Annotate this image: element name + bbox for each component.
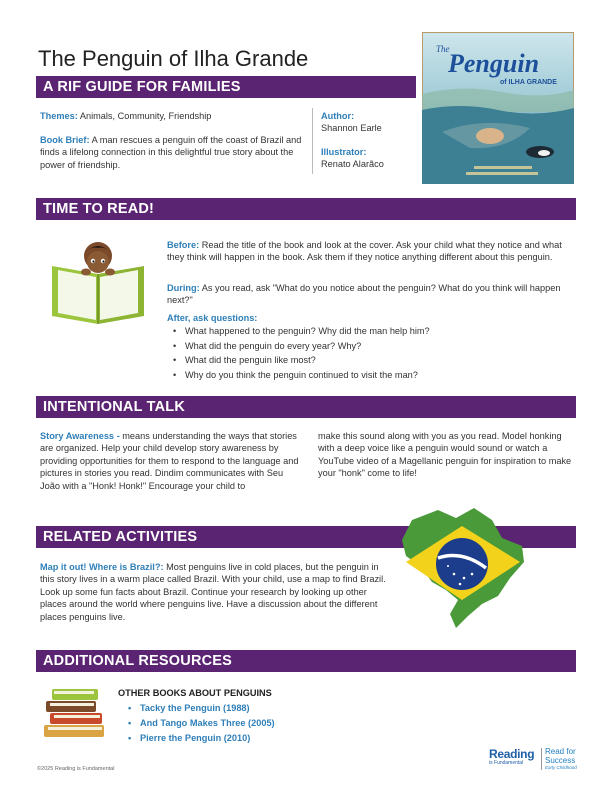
stacked-books-icon bbox=[42, 687, 110, 739]
themes-line bbox=[40, 110, 300, 122]
after-label: After, ask questions: bbox=[167, 313, 258, 323]
book-brief-label: Book Brief: bbox=[40, 135, 90, 145]
rif-logo-reading: Reading bbox=[489, 747, 535, 761]
book-brief bbox=[40, 134, 302, 171]
story-awareness-text: means understanding the ways that stories are organized. Help your child develop story awareness by providing opportunities for them to respond to the language and pictures in stories you read. Dindim communicates with Seu João with a "Honk! Honk!" Encourage your child to bbox=[40, 431, 299, 491]
rif-guide-heading: A RIF GUIDE FOR FAMILIES bbox=[43, 79, 241, 95]
other-books-list bbox=[128, 701, 275, 746]
other-books-heading: OTHER BOOKS ABOUT PENGUINS bbox=[118, 688, 272, 698]
child-reading-book-icon bbox=[46, 236, 152, 328]
rif-guide-band bbox=[36, 76, 416, 98]
illustrator-label: Illustrator: bbox=[321, 147, 367, 157]
rif-logo bbox=[489, 748, 534, 766]
story-awareness-label: Story Awareness - bbox=[40, 431, 120, 441]
intentional-talk-heading: INTENTIONAL TALK bbox=[43, 399, 186, 415]
during-label: During: bbox=[167, 283, 200, 293]
read-for-success-text: Read for Success bbox=[545, 747, 576, 765]
additional-resources-band bbox=[36, 650, 576, 672]
themes-label: Themes: bbox=[40, 111, 78, 121]
logo-separator bbox=[541, 748, 542, 770]
list-item: • Why do you think the penguin continued to visit the man? bbox=[173, 370, 418, 381]
map-it-out-label: Map it out! Where is Brazil?: bbox=[40, 562, 164, 572]
before-text: Read the title of the book and look at the cover. Ask your child what they notice and what they think will happen in the book. Ask them if they notice anything different about this penguin. bbox=[167, 240, 562, 263]
before-reading bbox=[167, 239, 567, 264]
map-it-out-activity bbox=[40, 561, 390, 623]
list-item: • What did the penguin like most? bbox=[173, 355, 316, 366]
map-it-out-text: Most penguins live in cold places, but the penguin in this story lives in a warm place called Brazil. With your child, use a map to find Brazil. Look up some fun facts about Brazil. Continue your research by looking up other places around the world where penguins live. Have a discussion about the different places penguins live. bbox=[40, 562, 386, 622]
during-text: As you read, ask "What do you notice about the penguin? What do you think will happen next?" bbox=[167, 283, 561, 306]
page-title: The Penguin of Ilha Grande bbox=[38, 46, 309, 71]
intentional-talk-band bbox=[36, 396, 576, 418]
before-label: Before: bbox=[167, 240, 200, 250]
copyright-notice: ©2025 Reading is Fundamental bbox=[37, 766, 115, 772]
read-for-success-logo bbox=[545, 748, 595, 771]
related-activities-heading: RELATED ACTIVITIES bbox=[43, 529, 198, 545]
author-block bbox=[321, 110, 411, 135]
book-brief-text: A man rescues a penguin off the coast of Brazil and finds a lifelong connection in this delightful true story about the power of friendship. bbox=[40, 135, 302, 170]
time-to-read-heading: TIME TO READ! bbox=[43, 201, 155, 217]
themes-value: Animals, Community, Friendship bbox=[79, 111, 212, 121]
illustrator-block bbox=[321, 146, 411, 171]
list-item: • What happened to the penguin? Why did the man help him? bbox=[173, 326, 430, 336]
story-awareness-left bbox=[40, 430, 300, 492]
additional-resources-heading: ADDITIONAL RESOURCES bbox=[43, 653, 233, 669]
brazil-flag-map-icon bbox=[398, 504, 528, 632]
author-label: Author: bbox=[321, 111, 355, 121]
info-divider bbox=[312, 108, 313, 174]
cover-title-of: of ILHA GRANDE bbox=[500, 79, 557, 86]
time-to-read-band bbox=[36, 198, 576, 220]
book-link-tango[interactable]: • And Tango Makes Three (2005) bbox=[128, 718, 275, 728]
book-link-tacky[interactable]: • Tacky the Penguin (1988) bbox=[128, 703, 250, 713]
after-questions-list bbox=[172, 324, 572, 383]
early-childhood-text: Early Childhood bbox=[545, 765, 577, 770]
list-item: • What did the penguin do every year? Why? bbox=[173, 340, 362, 351]
cover-title-the: The bbox=[436, 44, 450, 54]
book-cover-image bbox=[422, 32, 574, 184]
illustrator-name: Renato Alarãco bbox=[321, 159, 384, 170]
during-reading bbox=[167, 282, 567, 307]
rif-logo-fundamental: is Fundamental bbox=[489, 760, 524, 766]
author-name: Shannon Earle bbox=[321, 123, 382, 134]
story-awareness-right: make this sound along with you as you read. Model honking with a deep voice like a penguin would sound or watch a YouTube video of a Magellanic penguin for inspiration to make your "honk" come to life! bbox=[318, 431, 572, 479]
cover-title-main: Penguin bbox=[448, 49, 540, 78]
book-link-pierre[interactable]: • Pierre the Penguin (2010) bbox=[128, 733, 251, 743]
